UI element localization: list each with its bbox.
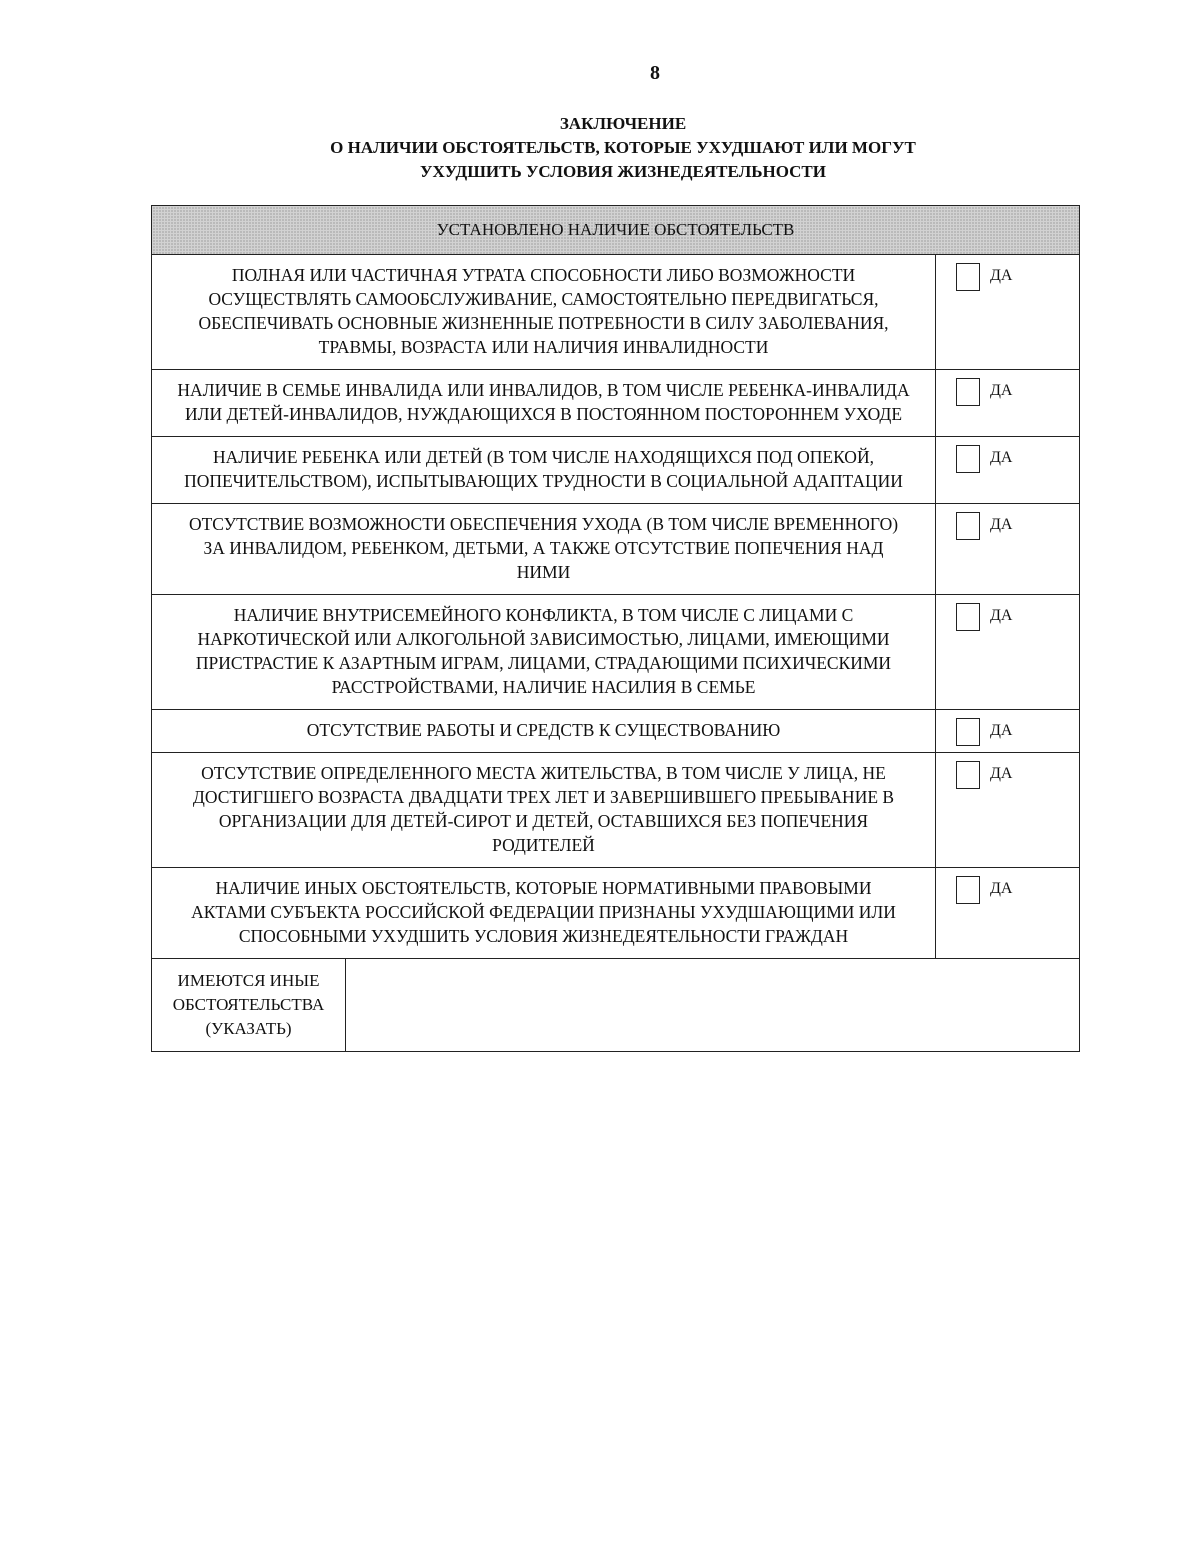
criterion-row <box>152 868 1080 959</box>
yes-checkbox[interactable] <box>956 445 980 473</box>
yes-cell <box>936 868 1080 959</box>
yes-cell <box>936 255 1080 370</box>
yes-label: ДА <box>990 267 1013 284</box>
yes-label: ДА <box>990 880 1013 897</box>
title-line: ЗАКЛЮЧЕНИЕ <box>559 114 687 133</box>
criterion-text <box>152 504 936 595</box>
criterion-row <box>152 255 1080 370</box>
other-label-line: ИМЕЮТСЯ ИНЫЕ <box>177 971 320 990</box>
yes-label: ДА <box>990 382 1013 399</box>
criterion-line: НАЛИЧИЕ ВНУТРИСЕМЕЙНОГО КОНФЛИКТА, В ТОМ ЧИСЛЕ С ЛИЦАМИ С <box>233 605 854 625</box>
yes-checkbox[interactable] <box>956 378 980 406</box>
criterion-row <box>152 437 1080 504</box>
yes-checkbox[interactable] <box>956 718 980 746</box>
criterion-line: ПОПЕЧИТЕЛЬСТВОМ), ИСПЫТЫВАЮЩИХ ТРУДНОСТИ В СОЦИАЛЬНОЙ АДАПТАЦИИ <box>184 471 903 491</box>
criterion-line: ИЛИ ДЕТЕЙ-ИНВАЛИДОВ, НУЖДАЮЩИХСЯ В ПОСТОЯННОМ ПОСТОРОННЕМ УХОДЕ <box>184 404 903 424</box>
criterion-row <box>152 595 1080 710</box>
criterion-line: ОТСУТСТВИЕ ОПРЕДЕЛЕННОГО МЕСТА ЖИТЕЛЬСТВА, В ТОМ ЧИСЛЕ У ЛИЦА, НЕ <box>201 763 886 783</box>
yes-checkbox[interactable] <box>956 876 980 904</box>
yes-checkbox[interactable] <box>956 512 980 540</box>
yes-label: ДА <box>990 722 1013 739</box>
yes-checkbox[interactable] <box>956 761 980 789</box>
other-circumstances-field[interactable] <box>346 959 1080 1052</box>
criterion-line: СПОСОБНЫМИ УХУДШИТЬ УСЛОВИЯ ЖИЗНЕДЕЯТЕЛЬНОСТИ ГРАЖДАН <box>238 926 849 946</box>
criterion-text <box>152 595 936 710</box>
document-title <box>0 112 1200 184</box>
criterion-line: НАЛИЧИЕ В СЕМЬЕ ИНВАЛИДА ИЛИ ИНВАЛИДОВ, В ТОМ ЧИСЛЕ РЕБЕНКА-ИНВАЛИДА <box>177 380 910 400</box>
criterion-line: НАРКОТИЧЕСКОЙ ИЛИ АЛКОГОЛЬНОЙ ЗАВИСИМОСТЬЮ, ЛИЦАМИ, ИМЕЮЩИМИ <box>197 629 890 649</box>
criterion-text <box>152 753 936 868</box>
yes-checkbox[interactable] <box>956 263 980 291</box>
criterion-line: ПРИСТРАСТИЕ К АЗАРТНЫМ ИГРАМ, ЛИЦАМИ, СТРАДАЮЩИМИ ПСИХИЧЕСКИМИ <box>195 653 892 673</box>
criterion-line: ОБЕСПЕЧИВАТЬ ОСНОВНЫЕ ЖИЗНЕННЫЕ ПОТРЕБНОСТИ В СИЛУ ЗАБОЛЕВАНИЯ, <box>198 313 889 333</box>
criterion-line: ОТСУТСТВИЕ РАБОТЫ И СРЕДСТВ К СУЩЕСТВОВАНИЮ <box>306 720 781 740</box>
criterion-line: НАЛИЧИЕ РЕБЕНКА ИЛИ ДЕТЕЙ (В ТОМ ЧИСЛЕ НАХОДЯЩИХСЯ ПОД ОПЕКОЙ, <box>213 447 874 467</box>
criterion-text <box>152 370 936 437</box>
criterion-line: РОДИТЕЛЕЙ <box>492 835 595 855</box>
criterion-line: ДОСТИГШЕГО ВОЗРАСТА ДВАДЦАТИ ТРЕХ ЛЕТ И ЗАВЕРШИВШЕГО ПРЕБЫВАНИЕ В <box>192 787 895 807</box>
yes-label: ДА <box>990 607 1013 624</box>
other-label-line: ОБСТОЯТЕЛЬСТВА <box>172 995 325 1014</box>
yes-label: ДА <box>990 449 1013 466</box>
criterion-line: НАЛИЧИЕ ИНЫХ ОБСТОЯТЕЛЬСТВ, КОТОРЫЕ НОРМАТИВНЫМИ ПРАВОВЫМИ <box>215 878 872 898</box>
criterion-line: ОРГАНИЗАЦИИ ДЛЯ ДЕТЕЙ-СИРОТ И ДЕТЕЙ, ОСТАВШИХСЯ БЕЗ ПОПЕЧЕНИЯ <box>218 811 869 831</box>
yes-label: ДА <box>990 765 1013 782</box>
yes-cell <box>936 710 1080 753</box>
criterion-line: НИМИ <box>516 562 571 582</box>
criterion-line: ПОЛНАЯ ИЛИ ЧАСТИЧНАЯ УТРАТА СПОСОБНОСТИ ЛИБО ВОЗМОЖНОСТИ <box>231 265 856 285</box>
yes-checkbox[interactable] <box>956 603 980 631</box>
other-circumstances-label <box>152 959 346 1052</box>
criterion-line: ТРАВМЫ, ВОЗРАСТА ИЛИ НАЛИЧИЯ ИНВАЛИДНОСТИ <box>318 337 769 357</box>
criterion-text <box>152 710 936 753</box>
yes-cell <box>936 437 1080 504</box>
circumstances-table <box>151 205 1080 1052</box>
yes-cell <box>936 595 1080 710</box>
criterion-line: ЗА ИНВАЛИДОМ, РЕБЕНКОМ, ДЕТЬМИ, А ТАКЖЕ ОТСУТСТВИЕ ПОПЕЧЕНИЯ НАД <box>203 538 884 558</box>
criterion-row <box>152 710 1080 753</box>
other-circumstances-row <box>152 959 1080 1052</box>
yes-cell <box>936 370 1080 437</box>
criterion-line: РАССТРОЙСТВАМИ, НАЛИЧИЕ НАСИЛИЯ В СЕМЬЕ <box>331 677 756 697</box>
yes-cell <box>936 504 1080 595</box>
other-label-line: (УКАЗАТЬ) <box>205 1019 292 1038</box>
criterion-row <box>152 753 1080 868</box>
criterion-line: ОТСУТСТВИЕ ВОЗМОЖНОСТИ ОБЕСПЕЧЕНИЯ УХОДА (В ТОМ ЧИСЛЕ ВРЕМЕННОГО) <box>188 514 899 534</box>
criterion-line: ОСУЩЕСТВЛЯТЬ САМООБСЛУЖИВАНИЕ, САМОСТОЯТЕЛЬНО ПЕРЕДВИГАТЬСЯ, <box>208 289 879 309</box>
criterion-text <box>152 868 936 959</box>
criterion-row <box>152 504 1080 595</box>
title-line: О НАЛИЧИИ ОБСТОЯТЕЛЬСТВ, КОТОРЫЕ УХУДШАЮТ ИЛИ МОГУТ <box>330 138 916 157</box>
criterion-row <box>152 370 1080 437</box>
yes-cell <box>936 753 1080 868</box>
table-header: УСТАНОВЛЕНО НАЛИЧИЕ ОБСТОЯТЕЛЬСТВ <box>152 206 1080 255</box>
yes-label: ДА <box>990 516 1013 533</box>
title-line: УХУДШИТЬ УСЛОВИЯ ЖИЗНЕДЕЯТЕЛЬНОСТИ <box>420 162 826 181</box>
criterion-line: АКТАМИ СУБЪЕКТА РОССИЙСКОЙ ФЕДЕРАЦИИ ПРИЗНАНЫ УХУДШАЮЩИМИ ИЛИ <box>191 902 896 922</box>
page-number: 8 <box>650 62 660 84</box>
criterion-text <box>152 437 936 504</box>
criterion-text <box>152 255 936 370</box>
